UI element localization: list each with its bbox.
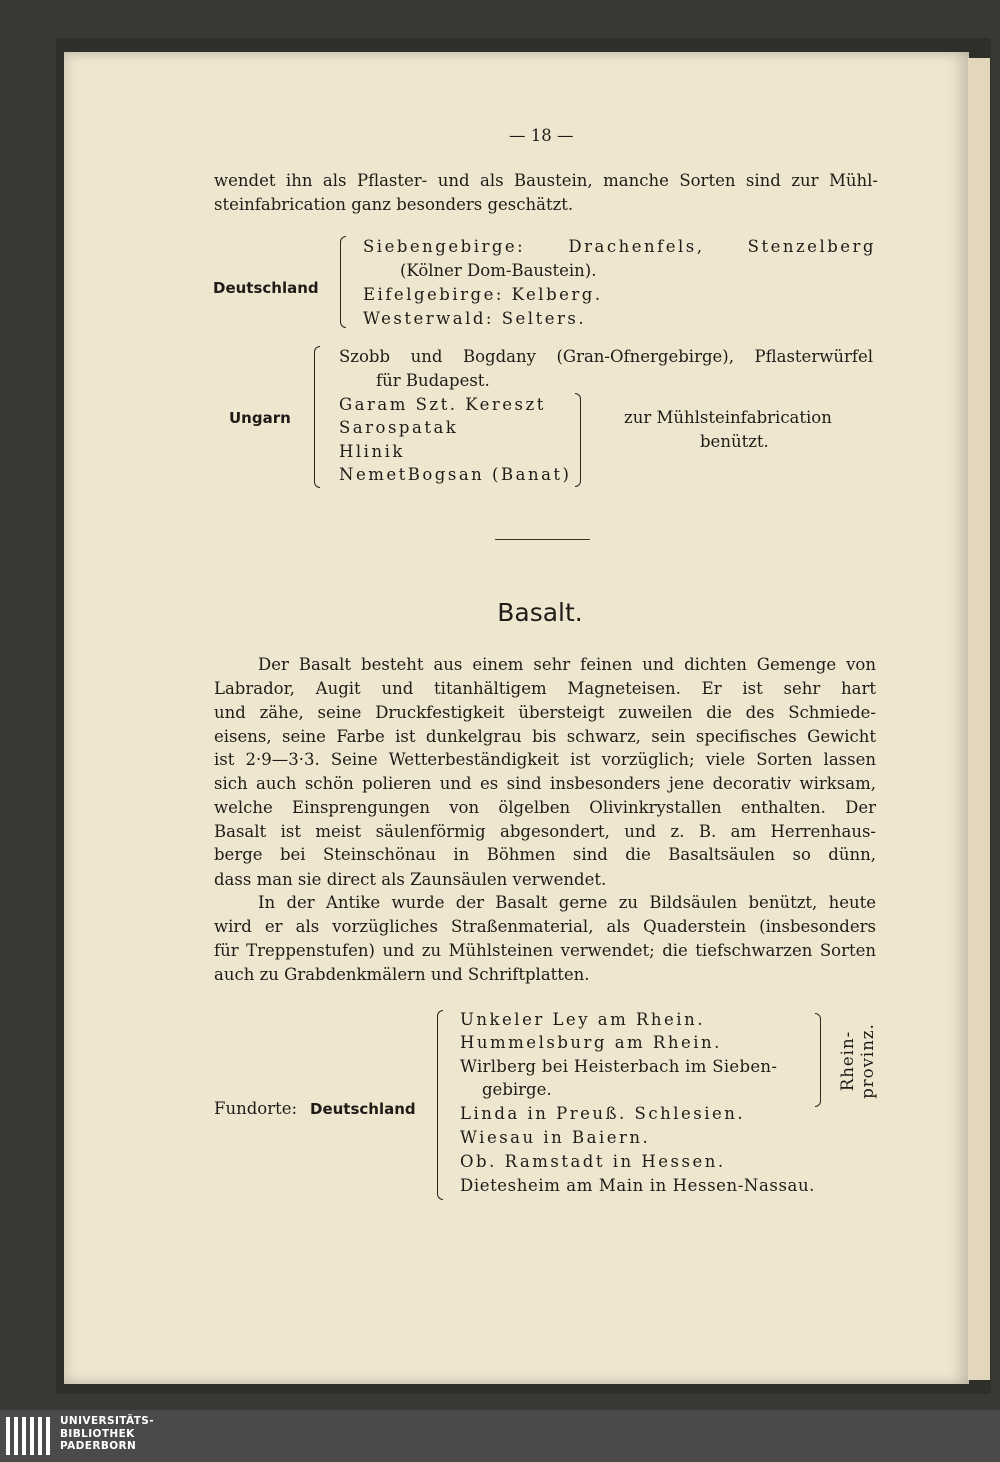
library-footer bbox=[0, 1410, 1000, 1462]
ungarn-line-2: für Budapest. bbox=[376, 371, 490, 390]
fundorte-line-1: Unkeler Ley am Rhein. bbox=[460, 1010, 705, 1029]
ungarn-label: Ungarn bbox=[229, 409, 291, 427]
para1-line-5: ist 2·9—3·3. Seine Wetterbeständigkeit ist vorzüglich; viele Sorten lassen bbox=[214, 750, 876, 769]
para1-line-9: berge bei Steinschönau in Böhmen sind die Basaltsäulen so dünn, bbox=[214, 845, 876, 864]
para2-line-4: auch zu Grabdenkmälern und Schriftplatten. bbox=[214, 965, 590, 984]
fundorte-label: Fundorte: bbox=[214, 1099, 298, 1118]
fundorte-line-4: gebirge. bbox=[482, 1080, 552, 1099]
para2-line-3: für Treppenstufen) und zu Mühlsteinen verwendet; die tiefschwarzen Sorten bbox=[214, 941, 876, 960]
fundorte-line-5: Linda in Preuß. Schlesien. bbox=[460, 1104, 746, 1123]
ungarn-line-5: Hlinik bbox=[339, 442, 405, 461]
ungarn-brace bbox=[314, 346, 320, 488]
para1-line-10: dass man sie direct als Zaunsäulen verwendet. bbox=[214, 870, 607, 889]
fundorte-right-brace bbox=[815, 1013, 821, 1107]
fundorte-line-2: Hummelsburg am Rhein. bbox=[460, 1033, 722, 1052]
fundorte-line-3: Wirlberg bei Heisterbach im Sieben- bbox=[460, 1057, 778, 1076]
intro-line-2: steinfabrication ganz besonders geschätzt. bbox=[214, 195, 574, 214]
ungarn-line-1: Szobb und Bogdany (Gran-Ofnergebirge), Pflasterwürfel bbox=[339, 347, 873, 366]
para2-line-1: In der Antike wurde der Basalt gerne zu Bildsäulen benützt, heute bbox=[258, 893, 876, 912]
para1-line-6: sich auch schön polieren und es sind insbesonders jene decorativ wirksam, bbox=[214, 774, 876, 793]
fundorte-line-8: Dietesheim am Main in Hessen-Nassau. bbox=[460, 1176, 816, 1195]
deutschland-line-2: (Kölner Dom-Baustein). bbox=[400, 261, 597, 280]
deutschland-label: Deutschland bbox=[213, 279, 319, 297]
page-edge bbox=[968, 58, 990, 1380]
fundorte-country: Deutschland bbox=[310, 1100, 416, 1118]
page-number: — 18 — bbox=[509, 126, 574, 145]
fundorte-side-note bbox=[838, 1023, 878, 1099]
para1-line-3: und zähe, seine Druckfestigkeit übersteigt zuweilen die des Schmiede- bbox=[214, 703, 876, 722]
deutschland-brace bbox=[340, 236, 346, 328]
library-name-line-2: BIBLIOTHEK bbox=[60, 1427, 135, 1440]
deutschland-line-4: Westerwald: Selters. bbox=[363, 309, 587, 328]
ungarn-note-line-1: zur Mühlsteinfabrication bbox=[624, 408, 832, 427]
para1-line-7: welche Einsprengungen von ölgelben Olivinkrystallen enthalten. Der bbox=[214, 798, 876, 817]
side-note-line-1: Rhein- bbox=[838, 1030, 857, 1092]
section-divider bbox=[495, 539, 590, 540]
deutschland-line-1: Siebengebirge: Drachenfels, Stenzelberg bbox=[363, 237, 876, 256]
section-heading: Basalt. bbox=[497, 598, 583, 627]
para1-line-4: eisens, seine Farbe ist dunkelgrau bis schwarz, sein specifisches Gewicht bbox=[214, 727, 876, 746]
ungarn-line-3: Garam Szt. Kereszt bbox=[339, 395, 546, 414]
library-name-line-1: UNIVERSITÄTS- bbox=[60, 1415, 155, 1427]
ungarn-note-line-2: benützt. bbox=[700, 432, 769, 451]
deutschland-line-3: Eifelgebirge: Kelberg. bbox=[363, 285, 603, 304]
para2-line-2: wird er als vorzügliches Straßenmaterial, als Quaderstein (insbesonders bbox=[214, 917, 876, 936]
fundorte-brace bbox=[437, 1010, 443, 1200]
fundorte-line-7: Ob. Ramstadt in Hessen. bbox=[460, 1152, 726, 1171]
side-note-line-2: provinz. bbox=[858, 1023, 877, 1099]
fundorte-line-6: Wiesau in Baiern. bbox=[460, 1128, 651, 1147]
para1-line-1: Der Basalt besteht aus einem sehr feinen und dichten Gemenge von bbox=[258, 655, 876, 674]
para1-line-8: Basalt ist meist säulenförmig abgesondert, und z. B. am Herrenhaus- bbox=[214, 822, 876, 841]
ungarn-line-6: NemetBogsan (Banat) bbox=[339, 465, 572, 484]
library-name bbox=[60, 1415, 154, 1453]
ungarn-line-4: Sarospatak bbox=[339, 418, 459, 437]
para1-line-2: Labrador, Augit und titanhältigem Magneteisen. Er ist sehr hart bbox=[214, 679, 876, 698]
intro-line-1: wendet ihn als Pflaster- und als Baustein, manche Sorten sind zur Mühl- bbox=[214, 171, 878, 190]
library-name-line-3: PADERBORN bbox=[60, 1440, 137, 1452]
ungarn-right-brace bbox=[575, 393, 581, 487]
